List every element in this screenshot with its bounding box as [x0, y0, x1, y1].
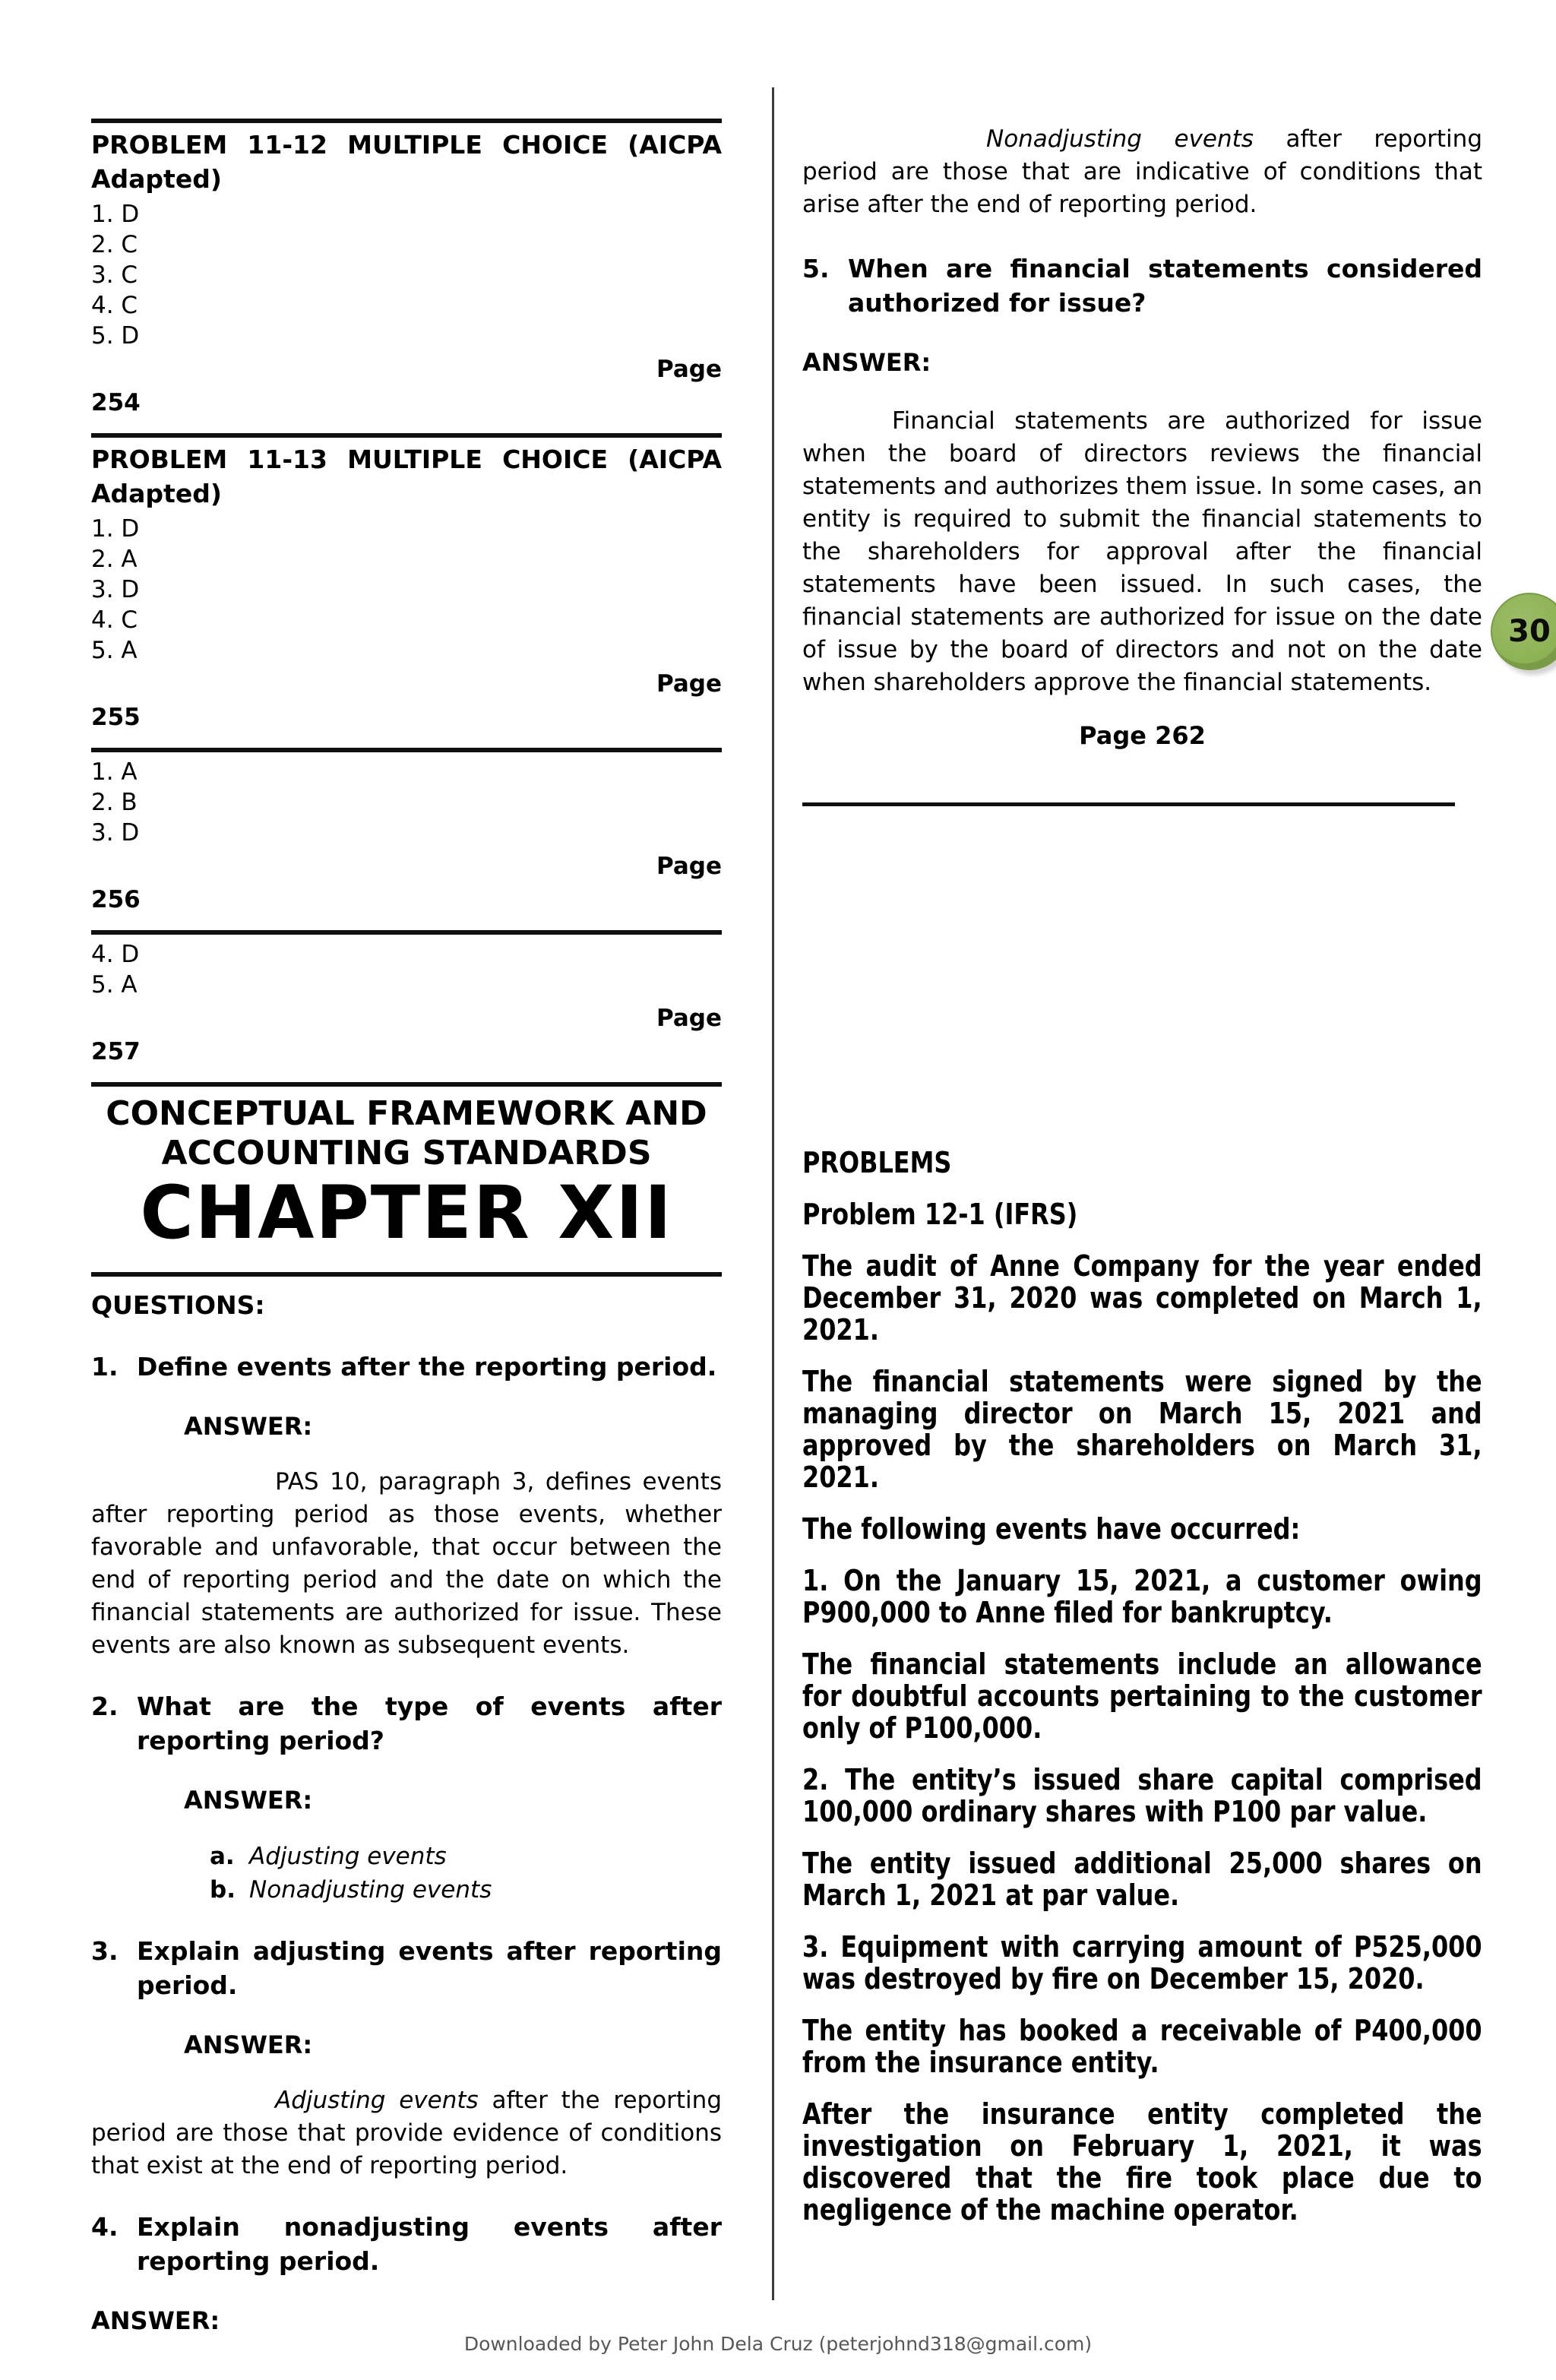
chapter-rule-top — [91, 1082, 722, 1087]
problem-paragraph: The audit of Anne Company for the year ended December 31, 2020 was completed on March 1, 2021. — [802, 1249, 1482, 1347]
page-reference: Page 262 — [1079, 721, 1206, 750]
page-number: 257 — [91, 1038, 141, 1065]
column-divider — [772, 87, 774, 2300]
answer-label: ANSWER: — [184, 2030, 313, 2059]
mc-answer-line: 2. A — [91, 546, 138, 573]
italic-lead: Nonadjusting events — [986, 125, 1254, 153]
page-label: Page — [656, 670, 722, 698]
question-text: Define events after the reporting period. — [137, 1352, 717, 1381]
answer-2-item-b — [210, 1873, 722, 1907]
page-number: 254 — [91, 389, 141, 416]
mc-answer-line: 4. D — [91, 941, 140, 968]
mc-answer-line: 4. C — [91, 292, 138, 319]
mc-answer-line: 1. A — [91, 758, 138, 786]
section-rule — [91, 433, 722, 438]
page-number: 256 — [91, 886, 141, 913]
continued-answers — [91, 939, 722, 1000]
page-label: Page — [656, 1005, 722, 1032]
section-rule — [91, 930, 722, 935]
answer-2-item-a — [210, 1840, 722, 1873]
question-number: 3. — [91, 1936, 119, 1966]
question-text: What are the type of events after reporting period? — [137, 1692, 722, 1755]
problem-11-12-answers — [91, 199, 722, 351]
problem-paragraph: The following events have occurred: — [802, 1512, 1301, 1546]
mc-answer-line: 2. C — [91, 231, 138, 258]
mc-answer-line: 1. D — [91, 201, 140, 228]
answer-2-list — [210, 1840, 722, 1907]
page-number: 255 — [91, 704, 141, 731]
problem-paragraph: The financial statements include an allowance for doubtful accounts pertaining to the customer only of P100,000. — [802, 1647, 1482, 1745]
chapter-rule-bottom — [91, 1272, 722, 1277]
answer-label: ANSWER: — [91, 2306, 220, 2335]
section-rule — [802, 802, 1455, 806]
mc-answer-line: 5. A — [91, 971, 138, 999]
question-number: 4. — [91, 2212, 119, 2242]
page-label: Page — [656, 356, 722, 383]
problems-section — [802, 1147, 1482, 2226]
answer-label: ANSWER: — [184, 1412, 313, 1441]
questions-heading: QUESTIONS: — [91, 1290, 265, 1320]
book-series-title: CONCEPTUAL FRAMEWORK AND — [106, 1094, 707, 1133]
question-text: Explain adjusting events after reporting period. — [137, 1936, 722, 2000]
answer-label: ANSWER: — [802, 348, 931, 377]
download-footer: Downloaded by Peter John Dela Cruz (peterjohnd318@gmail.com) — [463, 2333, 1093, 2355]
section-rule — [91, 119, 722, 123]
problem-paragraph: 2. The entity’s issued share capital comprised 100,000 ordinary shares with P100 par value. — [802, 1763, 1482, 1828]
answer-1-paragraph: PAS 10, paragraph 3, defines events after reporting period as those events, whether favorable and unfavorable, that occur between the end of reporting period and the date on which the financial statements are authorized for issue. These events are also known as subsequent events. — [91, 1468, 722, 1659]
question-1 — [91, 1350, 722, 1384]
question-2 — [91, 1689, 722, 1758]
question-3 — [91, 1934, 722, 2002]
problem-11-13-heading: PROBLEM 11-13 MULTIPLE CHOICE (AICPA Adapted) — [91, 445, 722, 508]
mc-answer-line: 5. D — [91, 322, 140, 350]
mc-answer-line: 3. D — [91, 576, 140, 603]
mc-answer-line: 4. C — [91, 606, 138, 634]
question-5 — [802, 252, 1482, 320]
question-text: When are financial statements considered authorized for issue? — [848, 254, 1482, 318]
paragraph-text: after reporting period are those that are indicative of conditions that arise after the end of reporting period. — [802, 125, 1482, 218]
problems-heading: PROBLEMS — [802, 1146, 952, 1179]
list-marker: b. — [210, 1876, 236, 1904]
answer-5-paragraph: Financial statements are authorized for issue when the board of directors reviews the financial statements and authorizes them issue. In some cases, an entity is required to submit the financial statements to the shareholders for approval after the financial statements have been issued. In such cases, the financial statements are authorized for issue on the date of issue by the board of directors and not on the date when shareholders approve the financial statements. — [802, 407, 1482, 696]
problem-paragraph: 3. Equipment with carrying amount of P525,000 was destroyed by fire on December 15, 2020. — [802, 1930, 1482, 1995]
mc-answer-line: 2. B — [91, 789, 138, 816]
list-marker: a. — [210, 1843, 235, 1870]
answer-3-paragraph — [91, 2084, 722, 2182]
mc-answer-line: 1. D — [91, 515, 140, 543]
problem-11-13-answers — [91, 514, 722, 666]
paragraph-text: after the reporting period are those that provide evidence of conditions that exist at the end of reporting period. — [91, 2087, 722, 2179]
mc-answer-line: 3. D — [91, 819, 140, 847]
section-rule — [91, 748, 722, 752]
question-number: 2. — [91, 1692, 119, 1721]
problem-paragraph: The entity issued additional 25,000 shares on March 1, 2021 at par value. — [802, 1847, 1482, 1912]
problem-paragraph: The financial statements were signed by the managing director on March 15, 2021 and approved by the shareholders on March 31, 2021. — [802, 1365, 1482, 1494]
page-label: Page — [656, 853, 722, 880]
book-series-title: ACCOUNTING STANDARDS — [161, 1134, 652, 1173]
page-number-badge: 30 — [1491, 593, 1556, 670]
question-number: 1. — [91, 1352, 119, 1381]
question-4 — [91, 2210, 722, 2278]
answer-label: ANSWER: — [184, 1786, 313, 1815]
problem-paragraph: After the insurance entity completed the investigation on February 1, 2021, it was discovered that the fire took place due to negligence of the machine operator. — [802, 2097, 1482, 2227]
problem-paragraph: The entity has booked a receivable of P400,000 from the insurance entity. — [802, 2014, 1482, 2079]
continued-answers — [91, 757, 722, 848]
mc-answer-line: 5. A — [91, 637, 138, 664]
mc-answer-line: 3. C — [91, 261, 138, 289]
problem-title: Problem 12-1 (IFRS) — [802, 1198, 1078, 1231]
question-text: Explain nonadjusting events after reporting period. — [137, 2212, 722, 2276]
answer-4-paragraph — [802, 123, 1482, 221]
question-number: 5. — [802, 254, 830, 283]
list-text: Nonadjusting events — [249, 1876, 492, 1904]
italic-lead: Adjusting events — [275, 2087, 479, 2114]
list-text: Adjusting events — [249, 1843, 447, 1870]
chapter-title: CHAPTER XII — [140, 1170, 673, 1255]
problem-11-12-heading: PROBLEM 11-12 MULTIPLE CHOICE (AICPA Adapted) — [91, 130, 722, 194]
right-column — [802, 123, 1482, 2245]
left-column — [91, 119, 722, 2337]
problem-paragraph: 1. On the January 15, 2021, a customer owing P900,000 to Anne filed for bankruptcy. — [802, 1564, 1482, 1629]
